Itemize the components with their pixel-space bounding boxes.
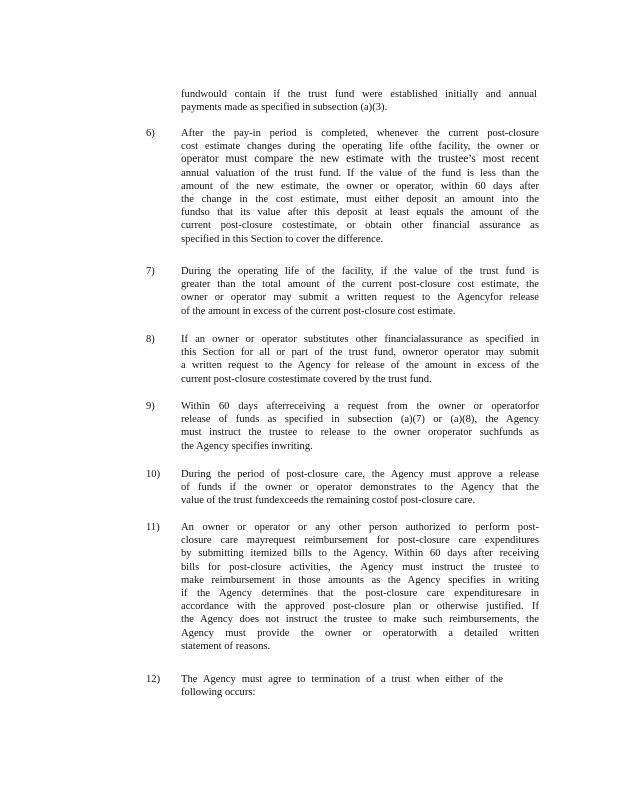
subsection-text xyxy=(181,400,539,453)
text-line: make reimbursement in those amounts as the Agency specifies in writing xyxy=(181,574,539,586)
subsection-number: 12) xyxy=(146,674,161,685)
continued-paragraph xyxy=(181,88,537,114)
subsection-number: 11) xyxy=(146,522,160,533)
text-line: the Agency specifies inwriting. xyxy=(181,440,313,452)
text-line: fundwould contain if the trust fund were established initially and annual xyxy=(181,89,537,100)
text-line: by submitting itemized bills to the Agency. Within 60 days after receiving xyxy=(181,548,539,560)
text-line: if the Agency determines that the post-closure care expendituresare in xyxy=(181,588,539,600)
text-line: Agency must provide the owner or operatorwith a detailed written xyxy=(181,627,539,639)
text-line: must instruct the trustee to release to the owner oroperator suchfunds as xyxy=(181,427,539,439)
subsection-text xyxy=(181,521,539,653)
text-line: a written request to the Agency for release of the amount in excess of the xyxy=(181,360,539,372)
text-line: value of the trust fundexceeds the remaining costof post-closure care. xyxy=(181,495,476,507)
text-line: statement of reasons. xyxy=(181,640,271,652)
subsection-text xyxy=(181,468,539,508)
text-line: owner or operator may submit a written request to the Agencyfor release xyxy=(181,292,539,304)
text-line: following occurs: xyxy=(181,687,256,699)
text-line: the Agency does not instruct the trustee to make such reimbursements, the xyxy=(181,614,539,626)
text-line: cost estimate changes during the operating life ofthe facility, the owner or xyxy=(181,141,539,153)
subsection-number: 7) xyxy=(146,266,155,277)
text-line: An owner or operator or any other person authorized to perform post- xyxy=(181,522,539,533)
subsection-number: 8) xyxy=(146,334,155,345)
text-line: current post-closure costestimate, or obtain other financial assurance as xyxy=(181,220,539,232)
subsection-number: 9) xyxy=(146,401,155,412)
subsection-text xyxy=(181,673,503,699)
text-line: The Agency must agree to termination of a trust when either of the xyxy=(181,674,503,685)
text-line: of funds if the owner or operator demonstrates to the Agency that the xyxy=(181,482,539,494)
subsection-text xyxy=(181,265,539,318)
text-line: annual valuation of the trust fund. If the value of the fund is less than the xyxy=(181,167,539,179)
text-line: release of funds as specified in subsection (a)(7) or (a)(8), the Agency xyxy=(181,414,539,426)
text-line: closure care mayrequest reimbursement for post-closure care expenditures xyxy=(181,535,539,547)
text-line: current post-closure costestimate covered by the trust fund. xyxy=(181,373,432,385)
text-line: During the period of post-closure care, the Agency must approve a release xyxy=(181,469,539,480)
text-line: payments made as specified in subsection (a)(3). xyxy=(181,102,388,114)
text-line: During the operating life of the facility, if the value of the trust fund is xyxy=(181,266,539,277)
text-line: of the amount in excess of the current post-closure cost estimate. xyxy=(181,305,456,317)
subsection-number: 10) xyxy=(146,469,161,480)
text-line: bills for post-closure activities, the Agency must instruct the trustee to xyxy=(181,561,539,573)
text-line: accordance with the approved post-closure plan or otherwise justified. If xyxy=(181,601,539,613)
subsection-text xyxy=(181,333,539,386)
text-line: After the pay-in period is completed, whenever the current post-closure xyxy=(181,128,539,139)
text-line: greater than the total amount of the current post-closure cost estimate, the xyxy=(181,279,539,291)
text-line: Within 60 days afterreceiving a request from the owner or operatorfor xyxy=(181,401,539,412)
text-line: operator must compare the new estimate with the trustee’s most recent xyxy=(181,153,539,166)
text-line: the change in the cost estimate, must either deposit an amount into the xyxy=(181,194,539,206)
text-line: specified in this Section to cover the difference. xyxy=(181,233,384,245)
text-line: this Section for all or part of the trust fund, owneror operator may submit xyxy=(181,347,539,359)
text-line: If an owner or operator substitutes other financialassurance as specified in xyxy=(181,334,539,345)
text-line: fundso that its value after this deposit at least equals the amount of the xyxy=(181,207,539,219)
subsection-number: 6) xyxy=(146,128,155,139)
text-line: amount of the new estimate, the owner or operator, within 60 days after xyxy=(181,180,539,192)
subsection-text xyxy=(181,127,539,246)
